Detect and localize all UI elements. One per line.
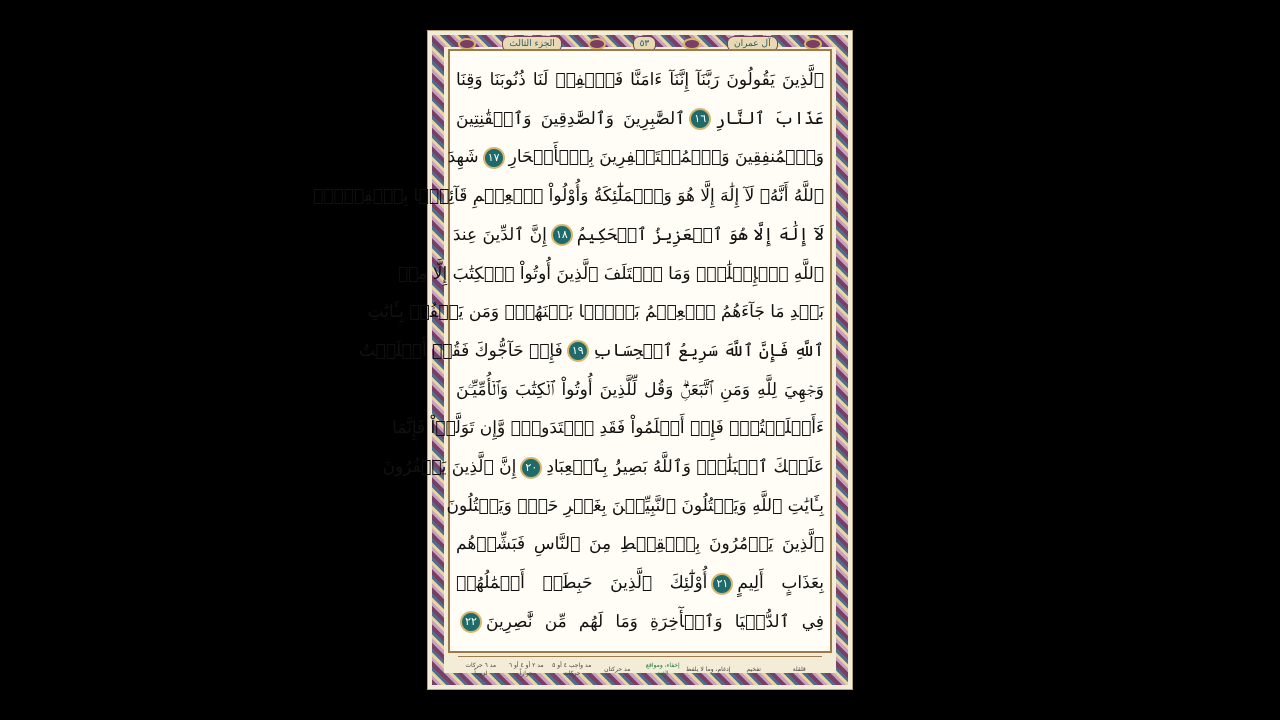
text-line — [452, 220, 824, 250]
verse-text — [313, 65, 824, 637]
text-line — [446, 491, 824, 521]
mushaf-page — [313, 30, 853, 690]
legend-note: قلقلة — [792, 666, 806, 673]
surah-label: آل عمران — [727, 36, 778, 52]
line-text: ٱلَّذِينَ يَأۡمُرُونَ بِٱلۡقِسۡطِ مِنَ ٱلنَّاسِ فَبَشِّرۡهُم — [456, 534, 824, 555]
page-number: ٥٣ — [633, 36, 657, 52]
ayah-number-marker: ١٦ — [689, 108, 711, 130]
legend-note: تفخيم — [746, 666, 761, 673]
line-text: عَلَيۡكَ ٱلۡبَلَٰغُۗ وَٱللَّهُ بَصِيرُۢ بِٱلۡعِبَادِ — [546, 457, 824, 478]
legend-note: مد ٢ أو ٤ أو ٦ جوازاً — [508, 662, 544, 677]
line-text-continued: أُوْلَٰٓئِكَ ٱلَّذِينَ حَبِطَتۡ أَعۡمَٰلُهُمۡ — [456, 573, 708, 594]
line-text: ٱللَّهُ أَنَّهُۥ لَآ إِلَٰهَ إِلَّا هُوَ وَٱلۡمَلَٰٓئِكَةُ وَأُوْلُواْ ٱلۡعِلۡمِ قَآئِمَۢا بِٱلۡقِسۡطِۚ — [313, 186, 824, 207]
text-line — [456, 104, 824, 134]
ayah-number-marker: ٢٠ — [520, 457, 542, 479]
legend-note: مد واجب ٤ أو ٥ حركات — [552, 662, 592, 677]
ayah-number-marker: ٢١ — [711, 573, 733, 595]
line-text: ءَأَسۡلَمۡتُمۡۚ فَإِنۡ أَسۡلَمُواْ فَقَدِ ٱهۡتَدَواْۖ وَّإِن تَوَلَّوۡاْ فَإِنَّمَا — [392, 418, 824, 439]
text-line — [447, 142, 824, 172]
line-text: بِـَٔايَٰتِ ٱللَّهِ وَيَقۡتُلُونَ ٱلنَّبِيِّـۧنَ بِغَيۡرِ حَقّٖ وَيَقۡتُلُونَ — [446, 495, 824, 516]
ayah-number-marker: ١٨ — [551, 224, 573, 246]
line-text-continued: إِنَّ ٱلدِّينَ عِندَ — [452, 224, 547, 245]
legend-note: مد حركتان — [604, 666, 631, 673]
juz-label: الجزء الثالث — [502, 36, 561, 52]
ayah-number-marker: ٢٢ — [460, 611, 482, 633]
text-line — [358, 336, 824, 366]
text-line — [392, 413, 824, 443]
line-text: فِي ٱلدُّنۡيَا وَٱلۡأٓخِرَةِ وَمَا لَهُم مِّن نَّٰصِرِينَ — [486, 611, 824, 632]
text-line — [456, 568, 824, 598]
text-line — [456, 375, 824, 405]
legend-note: إدغام، وما لا يلفظ — [686, 666, 731, 673]
ayah-number-marker: ١٩ — [567, 340, 589, 362]
line-text: ٱلَّذِينَ يَقُولُونَ رَبَّنَآ إِنَّنَآ ءَامَنَّا فَٱغۡفِرۡ لَنَا ذُنُوبَنَا وَقِنَا — [456, 70, 824, 90]
line-text: بَعۡدِ مَا جَآءَهُمُ ٱلۡعِلۡمُ بَغۡيَۢا بَيۡنَهُمۡۗ وَمَن يَكۡفُرۡ بِـَٔايَٰتِ — [367, 302, 824, 323]
text-line — [313, 181, 824, 211]
text-line — [397, 259, 824, 289]
line-text: ٱللَّهِ ٱلۡإِسۡلَٰمُۗ وَمَا ٱخۡتَلَفَ ٱلَّذِينَ أُوتُواْ ٱلۡكِتَٰبَ إِلَّا مِنۢ — [397, 263, 824, 284]
text-line — [456, 65, 824, 95]
text-line — [382, 452, 824, 482]
line-text-continued: إِنَّ ٱلَّذِينَ يَكۡفُرُونَ — [382, 457, 517, 478]
tajweed-legend — [458, 656, 822, 683]
ayah-number-marker: ١٧ — [483, 147, 505, 169]
text-line — [456, 607, 824, 637]
line-text: عَذَابَ ٱلنَّارِ — [715, 108, 824, 129]
legend-note: إخفاء، ومواقع الغنة — [645, 662, 680, 677]
line-text: بِعَذَابٍ أَلِيمٍ — [737, 573, 824, 594]
text-line — [456, 529, 824, 559]
text-line — [367, 297, 824, 327]
line-text-continued: فَإِنۡ حَآجُّوكَ فَقُلۡ أَسۡلَمۡتُ — [358, 340, 563, 361]
line-text-continued: شَهِدَ — [447, 147, 479, 168]
legend-note: مد ٦ حركات لزوماً — [465, 662, 497, 677]
line-text: وَجۡهِيَ لِلَّهِ وَمَنِ ٱتَّبَعَنِۗ وَقُل لِّلَّذِينَ أُوتُواْ ٱلۡكِتَٰبَ وَٱلۡأُمِّيِّـۧنَ — [456, 379, 824, 400]
line-text: ٱللَّهِ فَإِنَّ ٱللَّهَ سَرِيعُ ٱلۡحِسَابِ — [592, 340, 824, 361]
line-text: لَآ إِلَٰهَ إِلَّا هُوَ ٱلۡعَزِيزُ ٱلۡحَكِيمُ — [576, 224, 824, 245]
line-text-continued: ٱلصَّٰبِرِينَ وَٱلصَّٰدِقِينَ وَٱلۡقَٰنِتِينَ — [456, 108, 686, 129]
line-text: وَٱلۡمُنفِقِينَ وَٱلۡمُسۡتَغۡفِرِينَ بِٱلۡأَسۡحَارِ — [508, 147, 824, 168]
